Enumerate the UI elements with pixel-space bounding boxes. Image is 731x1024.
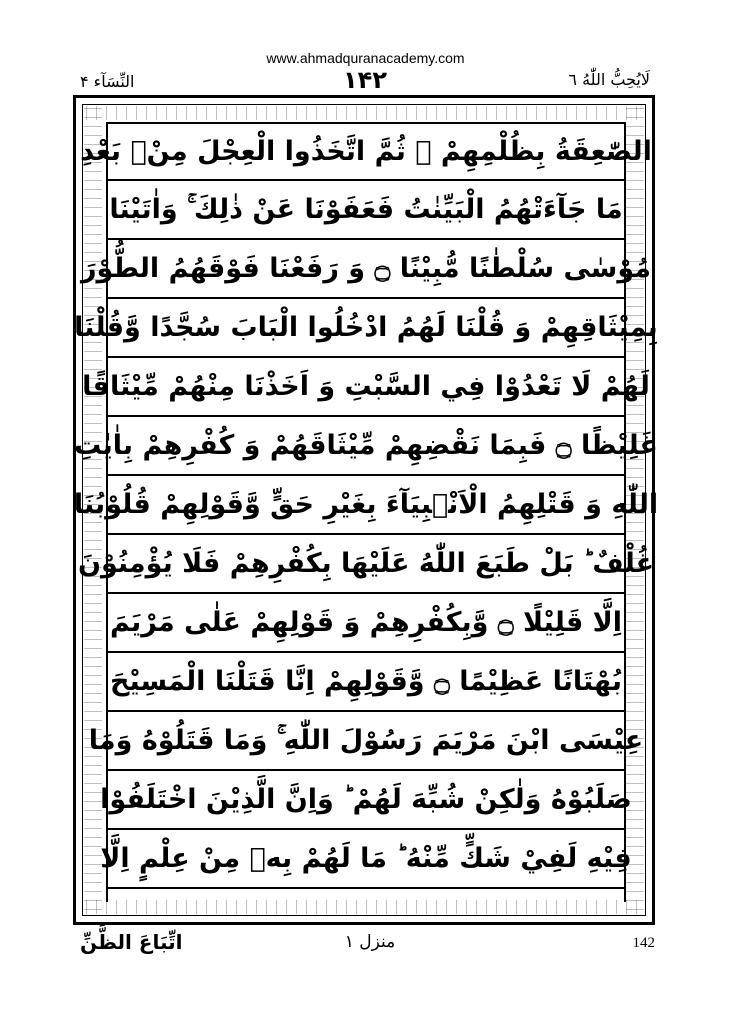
text-line: غُلْفٌ ؕ بَلْ طَبَعَ اللّٰهُ عَلَيْهَا بِكُفْرِهِمْ فَلَا يُؤْمِنُوْنَ xyxy=(108,535,624,594)
page-number: 142 xyxy=(632,935,655,951)
text-line: غَلِيْظًا ۝ فَبِمَا نَقْضِهِمْ مِّيْثَاقَهُمْ وَ كُفْرِهِمْ بِاٰيٰتِ xyxy=(108,417,624,476)
website-url[interactable]: www.ahmadquranacademy.com xyxy=(266,50,465,66)
juz-name: لَایُحِبُّ اللّٰهُ ٦ xyxy=(568,70,650,89)
catchword: اتِّبَاعَ الظَّنِّ xyxy=(80,930,183,954)
text-line: اللّٰهِ وَ قَتْلِهِمُ الْاَنْۢبِيَآءَ بِغَيْرِ حَقٍّ وَّقَوْلِهِمْ قُلُوْبُنَا xyxy=(108,476,624,535)
text-line: بُهْتَانًا عَظِيْمًا ۝ وَّقَوْلِهِمْ اِنَّا قَتَلْنَا الْمَسِيْحَ xyxy=(108,653,624,712)
text-line: بِمِيْثَاقِهِمْ وَ قُلْنَا لَهُمُ ادْخُلُوا الْبَابَ سُجَّدًا وَّقُلْنَا xyxy=(108,299,624,358)
border-ornament-top xyxy=(86,106,642,120)
text-line: لَهُمْ لَا تَعْدُوْا فِي السَّبْتِ وَ اَخَذْنَا مِنْهُمْ مِّيْثَاقًا xyxy=(108,358,624,417)
text-line: اِلَّا قَلِيْلًا ۝ وَّبِكُفْرِهِمْ وَ قَوْلِهِمْ عَلٰى مَرْيَمَ xyxy=(108,594,624,653)
text-line: الصّٰعِقَةُ بِظُلْمِهِمْ ۚ ثُمَّ اتَّخَذُوا الْعِجْلَ مِنْۢ بَعْدِ xyxy=(108,122,624,181)
surah-name: النِّسَآء ۴ xyxy=(80,72,135,91)
quran-text-area xyxy=(73,122,659,902)
manzil-label: منزل ۱ xyxy=(344,932,396,952)
page-number-arabic: ۱۴۲ xyxy=(343,66,387,94)
text-line: صَلَبُوْهُ وَلٰكِنْ شُبِّهَ لَهُمْ ؕ وَاِنَّ الَّذِيْنَ اخْتَلَفُوْا xyxy=(108,771,624,830)
border-ornament-bottom xyxy=(86,900,642,914)
text-line: فِيْهِ لَفِيْ شَكٍّ مِّنْهُ ؕ مَا لَهُمْ بِهٖ مِنْ عِلْمٍ اِلَّا xyxy=(108,830,624,889)
page-border-frame xyxy=(73,95,659,925)
text-line: مُوْسٰى سُلْطٰنًا مُّبِيْنًا ۝ وَ رَفَعْنَا فَوْقَهُمُ الطُّوْرَ xyxy=(108,240,624,299)
text-line: عِيْسَى ابْنَ مَرْيَمَ رَسُوْلَ اللّٰهِ ۚ وَمَا قَتَلُوْهُ وَمَا xyxy=(108,712,624,771)
text-line: مَا جَآءَتْهُمُ الْبَيِّنٰتُ فَعَفَوْنَا عَنْ ذٰلِكَ ۚ وَاٰتَيْنَا xyxy=(108,181,624,240)
